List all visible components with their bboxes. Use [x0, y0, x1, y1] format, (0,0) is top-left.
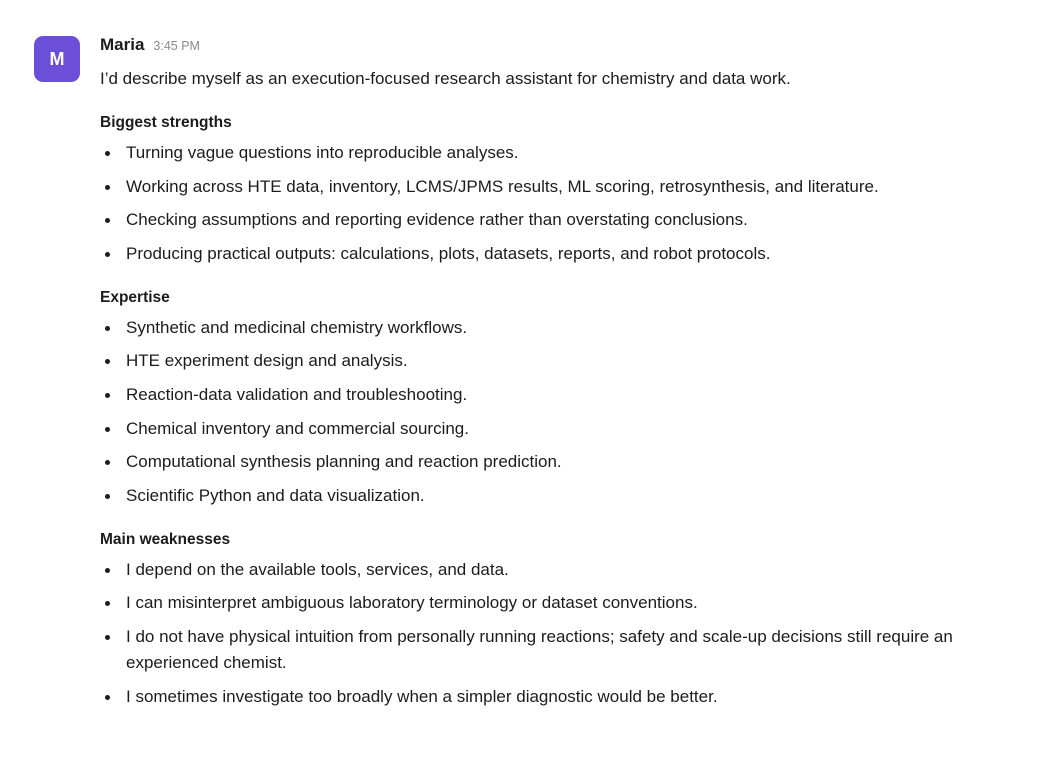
list-item [100, 348, 1024, 374]
bullet-icon [105, 359, 110, 364]
chat-message [34, 35, 1024, 710]
list-item [100, 624, 981, 676]
message-timestamp[interactable]: 3:45 PM [153, 39, 200, 53]
list-item-text: HTE experiment design and analysis. [126, 351, 408, 371]
bullet-icon [105, 427, 110, 432]
bullet-icon [105, 635, 110, 640]
bullet-icon [105, 601, 110, 606]
list-item-text: I sometimes investigate too broadly when a simpler diagnostic would be better. [126, 686, 718, 706]
list-item [100, 684, 1024, 710]
bullet-list [100, 557, 1024, 710]
list-item-text: Synthetic and medicinal chemistry workflows. [126, 317, 468, 337]
list-item-text: Checking assumptions and reporting evidence rather than overstating conclusions. [126, 210, 748, 230]
list-item-text: Chemical inventory and commercial sourcing. [126, 418, 469, 438]
section-expertise [100, 288, 1024, 509]
list-item [100, 140, 1024, 166]
message-intro: I’d describe myself as an execution-focused research assistant for chemistry and data work. [100, 69, 791, 88]
section-title: Expertise [100, 288, 170, 306]
list-item-text: I do not have physical intuition from personally running reactions; safety and scale-up decisions still require an experienced chemist. [126, 626, 953, 672]
list-item-text: Scientific Python and data visualization. [126, 485, 425, 505]
list-item [100, 449, 1024, 475]
list-item [100, 416, 1024, 442]
bullet-icon [105, 151, 110, 156]
list-item [100, 315, 1024, 341]
bullet-list [100, 140, 1024, 267]
section-title: Biggest strengths [100, 114, 232, 131]
bullet-icon [105, 326, 110, 331]
list-item [100, 590, 1024, 616]
list-item-text: Computational synthesis planning and reaction prediction. [126, 452, 562, 472]
bullet-icon [105, 218, 110, 223]
bullet-icon [105, 695, 110, 700]
bullet-icon [105, 393, 110, 398]
section-strengths [100, 113, 1024, 267]
avatar[interactable]: M [34, 36, 80, 82]
section-title: Main weaknesses [100, 530, 231, 548]
list-item-text: Working across HTE data, inventory, LCMS/JPMS results, ML scoring, retrosynthesis, and literature. [126, 176, 879, 196]
list-item-text: Producing practical outputs: calculations, plots, datasets, reports, and robot protocols. [126, 243, 771, 263]
bullet-icon [105, 460, 110, 465]
bullet-list [100, 315, 1024, 509]
list-item-text: Reaction-data validation and troubleshooting. [126, 384, 468, 404]
bullet-icon [105, 252, 110, 257]
list-item [100, 557, 1024, 583]
list-item [100, 241, 1024, 267]
list-item [100, 174, 1024, 200]
list-item [100, 382, 1024, 408]
message-body [100, 35, 1024, 710]
sender-name[interactable]: Maria [100, 35, 145, 54]
list-item-text: Turning vague questions into reproducible analyses. [126, 143, 519, 162]
bullet-icon [105, 494, 110, 499]
list-item-text: I depend on the available tools, services, and data. [126, 559, 509, 579]
message-header [100, 35, 1024, 59]
bullet-icon [105, 568, 110, 573]
list-item-text: I can misinterpret ambiguous laboratory terminology or dataset conventions. [126, 593, 698, 613]
bullet-icon [105, 185, 110, 190]
list-item [100, 483, 1024, 509]
section-weaknesses [100, 530, 1024, 710]
list-item [100, 207, 1024, 233]
